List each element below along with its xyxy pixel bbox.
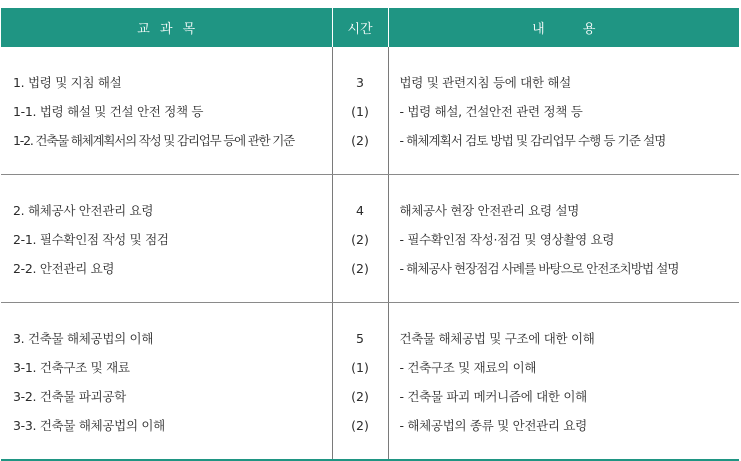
subject-cell — [1, 175, 332, 303]
subject-line: 3-2. 건축물 파괴공학 — [13, 389, 126, 404]
hours-value: 5 — [356, 331, 364, 346]
hours-value: 3 — [356, 75, 364, 90]
hours-cell — [332, 175, 388, 303]
content-line: - 해체공사 현장점검 사례를 바탕으로 안전조치방법 설명 — [399, 261, 679, 276]
hours-value: (2) — [351, 133, 369, 148]
curriculum-table — [1, 8, 739, 461]
table-row-group-1 — [1, 47, 739, 175]
header-subject: 교 과 목 — [1, 8, 332, 47]
subject-cell — [1, 47, 332, 175]
content-cell — [388, 303, 739, 461]
subject-line: 1. 법령 및 지침 해설 — [13, 75, 122, 90]
content-line: - 법령 해설, 건설안전 관련 정책 등 — [399, 104, 583, 119]
hours-value: (2) — [351, 261, 369, 276]
subject-line: 3-3. 건축물 해체공법의 이해 — [13, 418, 165, 433]
header-content: 내 용 — [388, 8, 739, 47]
subject-line: 2-1. 필수확인점 작성 및 점검 — [13, 232, 169, 247]
hours-value: (1) — [351, 360, 369, 375]
hours-cell — [332, 303, 388, 461]
subject-line: 1-1. 법령 해설 및 건설 안전 정책 등 — [13, 104, 204, 119]
subject-line: 1-2. 건축물 해체계획서의 작성 및 감리업무 등에 관한 기준 — [13, 133, 295, 148]
hours-value: (2) — [351, 389, 369, 404]
hours-cell — [332, 47, 388, 175]
content-line: - 해체공법의 종류 및 안전관리 요령 — [399, 418, 587, 433]
content-line: - 해체계획서 검토 방법 및 감리업무 수행 등 기준 설명 — [399, 133, 666, 148]
subject-line: 2-2. 안전관리 요령 — [13, 261, 115, 276]
content-line: 법령 및 관련지침 등에 대한 해설 — [399, 75, 571, 90]
table-row-group-2 — [1, 175, 739, 303]
hours-value: (1) — [351, 104, 369, 119]
content-line: - 건축물 파괴 메커니즘에 대한 이해 — [399, 389, 587, 404]
hours-value: (2) — [351, 418, 369, 433]
header-hours: 시간 — [332, 8, 388, 47]
subject-cell — [1, 303, 332, 461]
subject-line: 3. 건축물 해체공법의 이해 — [13, 331, 154, 346]
table-row-group-3 — [1, 303, 739, 461]
content-line: - 필수확인점 작성·점검 및 영상촬영 요령 — [399, 232, 615, 247]
content-cell — [388, 175, 739, 303]
subject-line: 3-1. 건축구조 및 재료 — [13, 360, 130, 375]
hours-value: 4 — [356, 203, 364, 218]
hours-value: (2) — [351, 232, 369, 247]
content-line: 해체공사 현장 안전관리 요령 설명 — [399, 203, 580, 218]
table-header — [1, 8, 739, 47]
content-line: - 건축구조 및 재료의 이해 — [399, 360, 537, 375]
content-line: 건축물 해체공법 및 구조에 대한 이해 — [399, 331, 595, 346]
content-cell — [388, 47, 739, 175]
subject-line: 2. 해체공사 안전관리 요령 — [13, 203, 154, 218]
